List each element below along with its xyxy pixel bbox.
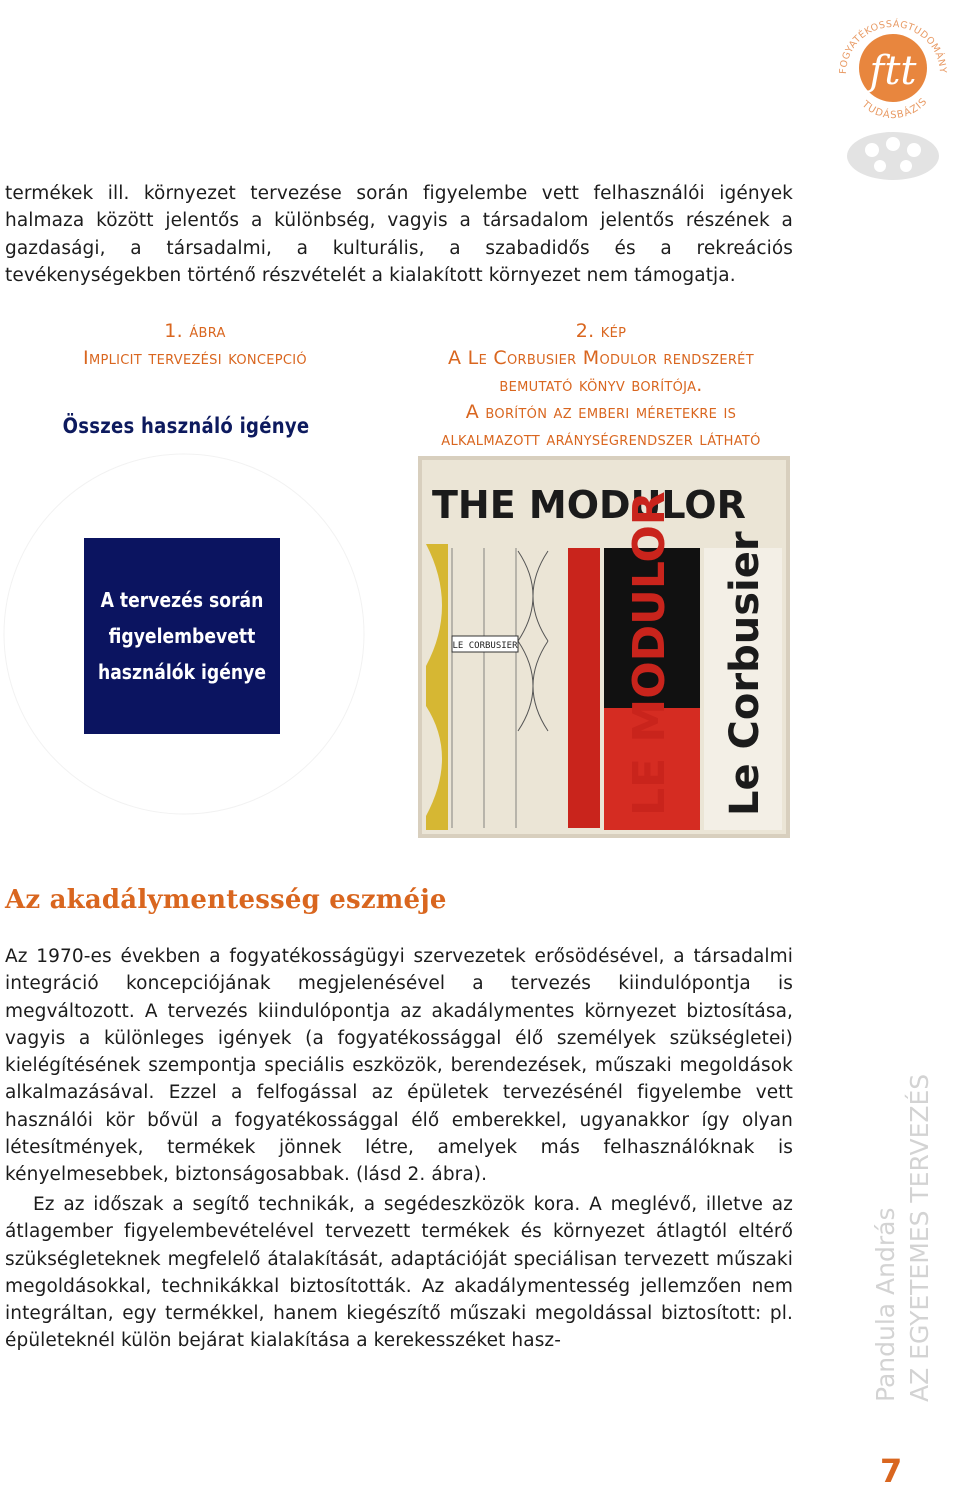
figure1-diagram [0,402,372,822]
page-number: 7 [880,1452,903,1490]
figure2-caption [396,318,806,453]
cover-title: THE MODULOR [432,483,746,527]
figure2-caption-line-2: bemutató könyv borítója. [499,374,703,396]
section-paragraph-2-text: Ez az időszak a segítő technikák, a segédeszközök kora. A meglévő, illetve az átlagember figyelembevételével tervezett termékek és környezet átlagtól eltérő szükségleteknek megfelelő átalakítását, adaptációját speciálisan tervezett műszaki megoldásokkal, technikákkal biztosították. Az akadálymentesség jellemzően nem integráltan, egy termékkel, hanem kiegészítő műszaki megoldással biztosított: pl. épületeknél külön bejárat kialakítása a kerekesszéket hasz- [5,1194,793,1352]
logo-top-text: FOGYATÉKOSSÁGTUDOMÁNY [837,18,949,75]
logo-mark: ftt [869,48,917,94]
side-running-title [848,1048,958,1408]
figure2-caption-line-4: alkalmazott aránységrendszer látható [441,428,761,450]
cover-vertical-left: LE MODULOR [624,491,675,816]
section-paragraph-1: Az 1970-es években a fogyatékosságügyi szervezetek erősödésével, a társadalmi integráció koncepciójának megjelenésével a tervezés kiindulópontja is megváltozott. A tervezés kiindulópontja az akadálymentes környezet biztosítása, vagyis a különleges igények (a fogyatékossággal élő személyek szükségletei) kielégítésének szempontja speciális eszközök, berendezések, műszaki megoldások alkalmazásával. Ezzel a felfogással az épületek tervezésénél figyelembe vett használói kör bővül a fogyatékossággal élő emberekkel, ugyanakkor így olyan létesítmények, termékek jönnek létre, amelyek más felhasználóknak is kényelmesebbek, biztonságosabbak. (lásd 2. ábra). [5,946,793,1186]
figure1-caption-number: 1. ábra [164,320,226,342]
figure1-inner-line-2: figyelembevett [108,624,256,648]
side-author: Pandula András [871,1207,900,1402]
cover-small-label: LE CORBUSIER [452,641,518,651]
figure2-caption-number: 2. kép [575,320,627,342]
figure1-inner-box [84,538,280,734]
figure1-caption-title: Implicit tervezési koncepció [83,347,307,369]
cover-vertical-right: Le Corbusier [722,531,768,816]
section-paragraph-2 [5,1191,793,1355]
figure1-outer-label: Összes használó igénye [62,414,310,438]
figure1-caption [0,318,390,372]
logo-bottom-text: TUDÁSBÁZIS [859,95,930,122]
tudasbazis-logo [828,4,958,186]
figure2-caption-line-1: A Le Corbusier Modulor rendszerét [448,347,754,369]
side-title: AZ EGYETEMES TERVEZÉS [905,1073,934,1402]
figure1-inner-line-1: A tervezés során [100,588,264,612]
figure2-caption-line-3: A borítón az emberi méretekre is [465,401,737,423]
section-heading: Az akadálymentesség eszméje [5,885,447,915]
figure1-inner-text [98,582,267,690]
modulor-book-cover [418,456,790,838]
intro-paragraph: termékek ill. környezet tervezése során figyelembe vett felhasználói igények halmaza között jelentős a különbség, vagyis a társadalom jelentős részének a gazdasági, a társadalmi, a kulturális, a szabadidős és a rekreációs tevékenységekben történő részvételét a kialakított környezet nem támogatja. [5,183,793,286]
figure1-inner-line-3: használók igénye [97,660,267,684]
